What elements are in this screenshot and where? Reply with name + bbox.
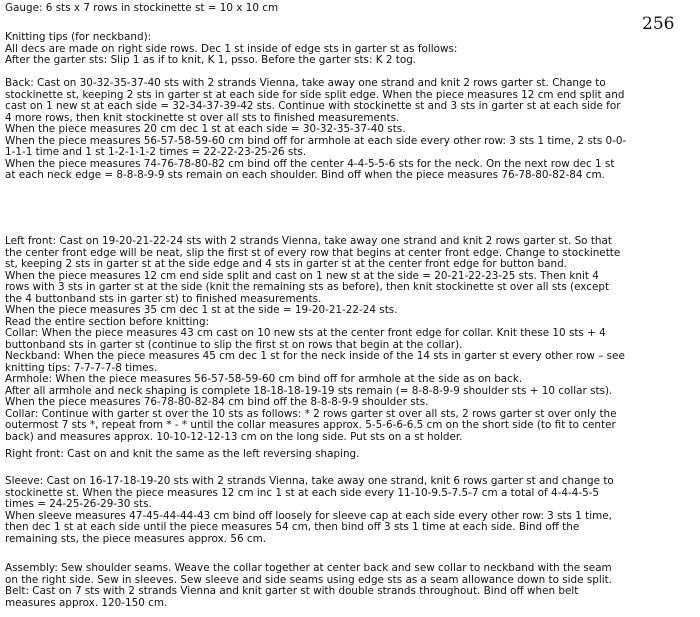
text-line: When the piece measures 76-78-80-82-84 cm bind off the 8-8-8-9-9 shoulder sts. xyxy=(5,396,429,408)
text-line: the 4 buttonband sts in garter st) to finished measurements. xyxy=(5,292,322,305)
text-line: stockinette st. When the piece measures 12 cm inc 1 st at each side every 11-10-9.5-7.5-7 cm a total of 4-4-4-5-5 xyxy=(5,486,600,499)
text-line: the center front edge will be neat, slip the first st of every row that begins at center front edge. Change to stockinette xyxy=(5,246,621,259)
text-line: Read the entire section before knitting: xyxy=(5,315,210,328)
right-front-section xyxy=(5,449,693,461)
text-line: Knitting tips (for neckband): xyxy=(5,31,152,43)
text-line: at each neck edge = 8-8-8-9-9 sts remain on each shoulder. Bind off when the piece measures 76-78-80-82-84 cm. xyxy=(5,169,605,181)
text-line: cast on 1 new st at each side = 32-34-37-39-42 sts. Continue with stockinette st and 3 sts in garter st at each side for xyxy=(5,100,621,112)
text-line: on the right side. Sew in sleeves. Sew sleeve and side seams using edge sts as a seam allowance down to side split. xyxy=(5,573,612,586)
knitting-tips-section xyxy=(5,32,693,67)
text-line: After all armhole and neck shaping is complete 18-18-18-19-19 sts remain (= 8-8-8-9-9 shoulder sts + 10 collar sts). xyxy=(5,384,613,397)
text-line: st, keeping 2 sts in garter st at the side edge and 4 sts in garter st at the center front edge for button band. xyxy=(5,258,567,270)
text-line: Collar: When the piece measures 43 cm cast on 10 new sts at the center front edge for collar. Knit these 10 sts + 4 xyxy=(5,327,606,339)
text-line: Left front: Cast on 19-20-21-22-24 sts with 2 strands Vienna, take away one strand and knit 2 rows garter st. So that xyxy=(5,235,612,247)
text-line: remaining sts, the piece measures approx. 56 cm. xyxy=(5,532,267,545)
text-line: When the piece measures 74-76-78-80-82 cm bind off the center 4-4-5-5-6 sts for the neck. On the next row dec 1 st xyxy=(5,157,615,170)
gauge-section xyxy=(5,3,693,15)
text-line: stockinette st, keeping 2 sts in garter st at each side for side split edge. When the piece measures 12 cm end split and xyxy=(5,88,625,101)
text-line: When the piece measures 35 cm dec 1 st at the side = 19-20-21-22-24 sts. xyxy=(5,304,398,316)
text-line: rows with 3 sts in garter st at the side (knit the remaining sts as before), then knit stockinette st over all sts (except xyxy=(5,281,610,293)
text-line: outermost 7 sts *, repeat from * - * until the collar measures approx. 5-5-6-6-6.5 cm on the short side (to fit to center xyxy=(5,419,616,431)
left-front-section xyxy=(5,236,693,443)
text-line: measures approx. 120-150 cm. xyxy=(5,596,168,609)
text-line: Collar: Continue with garter st over the 10 sts as follows: * 2 rows garter st over all sts, 2 rows garter st over only the xyxy=(5,407,617,420)
text-line: When the piece measures 20 cm dec 1 st at each side = 30-32-35-37-40 sts. xyxy=(5,123,406,135)
text-line: Sleeve: Cast on 16-17-18-19-20 sts with 2 strands Vienna, take away one strand, knit 6 rows garter st and change to xyxy=(5,475,614,487)
back-section xyxy=(5,78,693,182)
text-line: Neckband: When the piece measures 45 cm dec 1 st for the neck inside of the 14 sts in garter st every other row – see xyxy=(5,350,625,362)
text-line: then dec 1 st at each side until the piece measures 54 cm, then bind off 3 sts 1 time at each side. Bind off the xyxy=(5,521,580,533)
text-line: back) and measures approx. 10-10-12-12-13 cm on the long side. Put sts on a st holder. xyxy=(5,430,463,443)
text-line: knitting tips: 7-7-7-7-8 times. xyxy=(5,361,158,374)
assembly-section xyxy=(5,563,693,609)
text-line: buttonband sts in garter st (continue to slip the first st on rows that begin at the collar). xyxy=(5,338,463,351)
text-line: Belt: Cast on 7 sts with 2 strands Vienna and knit garter st with double strands throughout. Bind off when belt xyxy=(5,585,579,597)
text-line: When the piece measures 56-57-58-59-60 cm bind off for armhole at each side every other row: 3 sts 1 time, 2 sts 0-0- xyxy=(5,134,627,147)
text-line: 4 more rows, then knit stockinette st over all sts to finished measurements. xyxy=(5,111,400,124)
text-line: Back: Cast on 30-32-35-37-40 sts with 2 strands Vienna, take away one strand and knit 2 rows garter st. Change to xyxy=(5,77,606,89)
text-line: Armhole: When the piece measures 56-57-58-59-60 cm bind off for armhole at the side as on back. xyxy=(5,373,523,385)
page-number: 256 xyxy=(642,14,675,34)
text-line: When sleeve measures 47-45-44-44-43 cm bind off loosely for sleeve cap at each side every other row: 3 sts 1 time, xyxy=(5,509,612,522)
text-line: All decs are made on right side rows. Dec 1 st inside of edge sts in garter st as follows: xyxy=(5,42,458,55)
text-line: When the piece measures 12 cm end side split and cast on 1 new st at the side = 20-21-22-23-25 sts. Then knit 4 xyxy=(5,269,599,282)
text-line: Gauge: 6 sts x 7 rows in stockinette st = 10 x 10 cm xyxy=(5,2,279,14)
text-line: Assembly: Sew shoulder seams. Weave the collar together at center back and sew collar to neckband with the seam xyxy=(5,562,612,574)
text-line: After the garter sts: Slip 1 as if to knit, K 1, psso. Before the garter sts: K 2 tog. xyxy=(5,54,417,66)
text-line: Right front: Cast on and knit the same as the left reversing shaping. xyxy=(5,448,360,460)
text-line: 1-1-1 time and 1 st 1-2-1-1-2 times = 22-22-23-25-26 sts. xyxy=(5,146,307,158)
sleeve-section xyxy=(5,476,693,545)
text-line: times = 24-25-26-29-30 sts. xyxy=(5,498,152,510)
